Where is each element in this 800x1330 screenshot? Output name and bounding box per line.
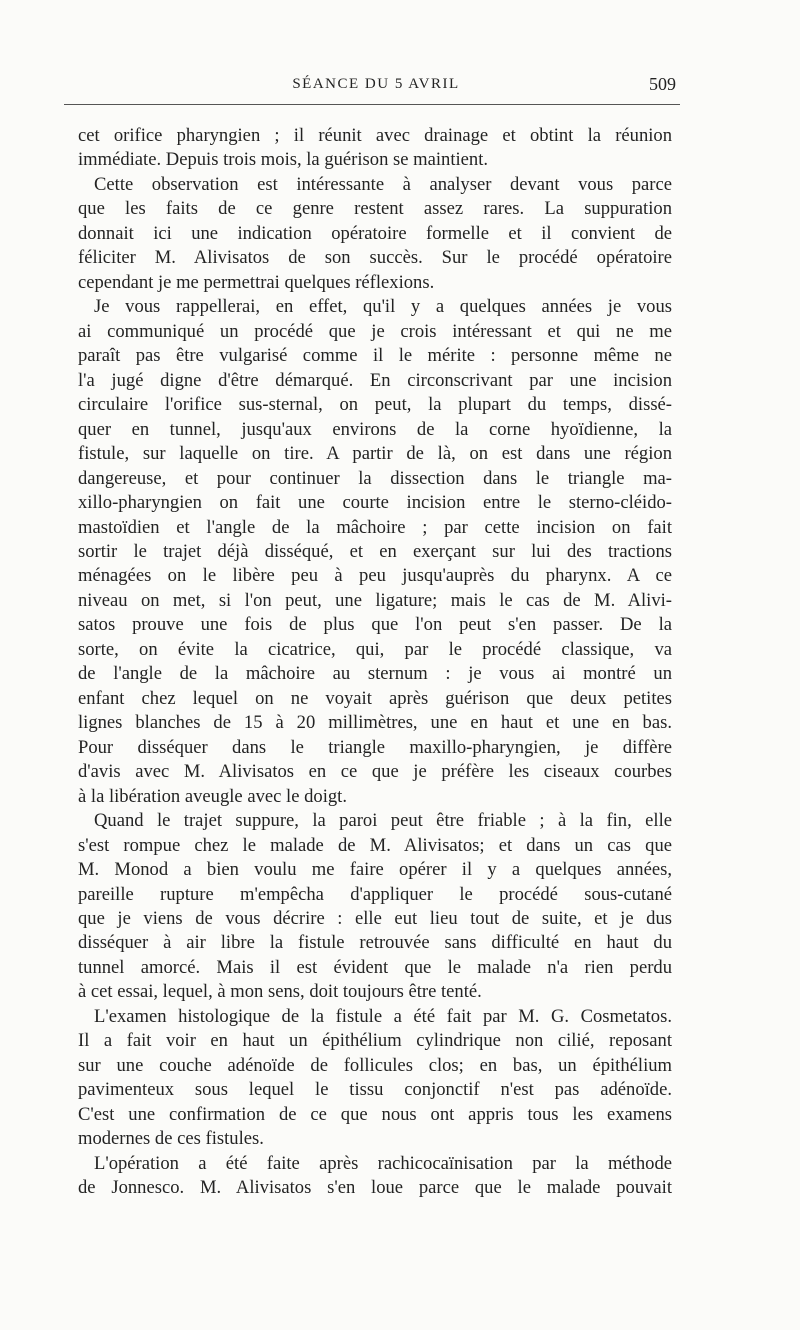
text-line: sortir le trajet déjà disséqué, et en exerçant sur lui des tractions xyxy=(78,540,672,562)
text-line: L'examen histologique de la fistule a été fait par M. G. Cosmetatos. xyxy=(94,1005,672,1027)
header-rule xyxy=(64,104,680,105)
text-line: dangereuse, et pour continuer la dissection dans le triangle ma- xyxy=(78,467,672,489)
text-line: Il a fait voir en haut un épithélium cylindrique non cilié, reposant xyxy=(78,1030,672,1052)
text-line: satos prouve une fois de plus que l'on peut s'en passer. De la xyxy=(78,614,672,636)
text-line: de l'angle de la mâchoire au sternum : je vous ai montré un xyxy=(78,663,672,685)
text-line: pavimenteux sous lequel le tissu conjonctif n'est pas adénoïde. xyxy=(78,1079,672,1101)
body-text xyxy=(78,124,672,1201)
text-line: modernes de ces fistules. xyxy=(78,1128,264,1150)
text-line: disséquer à air libre la fistule retrouvée sans difficulté en haut du xyxy=(78,932,672,954)
text-line: ménagées on le libère peu à peu jusqu'auprès du pharynx. A ce xyxy=(78,565,672,587)
text-line: cet orifice pharyngien ; il réunit avec drainage et obtint la réunion xyxy=(78,125,672,146)
text-line: Pour disséquer dans le triangle maxillo-pharyngien, je diffère xyxy=(78,736,672,758)
text-line: Cette observation est intéressante à analyser devant vous parce xyxy=(94,173,672,195)
page-header xyxy=(76,74,676,98)
text-line: donnait ici une indication opératoire formelle et il convient de xyxy=(78,222,672,244)
text-line: niveau on met, si l'on peut, une ligature; mais le cas de M. Alivi- xyxy=(78,589,672,611)
running-head: SÉANCE DU 5 AVRIL xyxy=(292,76,460,92)
text-line: lignes blanches de 15 à 20 millimètres, une en haut et une en bas. xyxy=(78,712,672,734)
text-line: pareille rupture m'empêcha d'appliquer le procédé sous-cutané xyxy=(78,883,672,905)
text-line: sorte, on évite la cicatrice, qui, par le procédé classique, va xyxy=(78,638,672,660)
text-line: sur une couche adénoïde de follicules clos; en bas, un épithélium xyxy=(78,1054,672,1076)
text-line: C'est une confirmation de ce que nous ont appris tous les examens xyxy=(78,1103,672,1125)
text-line: fistule, sur laquelle on tire. A partir de là, on est dans une région xyxy=(78,443,672,465)
text-line: de Jonnesco. M. Alivisatos s'en loue parce que le malade pouvait xyxy=(78,1177,672,1199)
text-line: à la libération aveugle avec le doigt. xyxy=(78,785,347,807)
text-line: que je viens de vous décrire : elle eut lieu tout de suite, et je dus xyxy=(78,908,672,929)
page-number: 509 xyxy=(649,74,676,94)
text-line: à cet essai, lequel, à mon sens, doit toujours être tenté. xyxy=(78,981,482,1003)
text-line: Quand le trajet suppure, la paroi peut être friable ; à la fin, elle xyxy=(94,810,672,832)
text-line: cependant je me permettrai quelques réflexions. xyxy=(78,271,435,293)
text-line: enfant chez lequel on ne voyait après guérison que deux petites xyxy=(78,687,672,709)
text-line: l'a jugé digne d'être démarqué. En circonscrivant par une incision xyxy=(78,369,672,391)
text-line: xillo-pharyngien on fait une courte incision entre le sterno-cléido- xyxy=(78,492,672,514)
text-line: mastoïdien et l'angle de la mâchoire ; par cette incision on fait xyxy=(78,516,672,538)
text-line: circulaire l'orifice sus-sternal, on peut, la plupart du temps, dissé- xyxy=(78,394,672,416)
text-line: L'opération a été faite après rachicocaïnisation par la méthode xyxy=(94,1152,672,1174)
text-line: M. Monod a bien voulu me faire opérer il y a quelques années, xyxy=(78,859,672,881)
text-line: d'avis avec M. Alivisatos en ce que je préfère les ciseaux courbes xyxy=(78,761,672,783)
text-line: s'est rompue chez le malade de M. Alivisatos; et dans un cas que xyxy=(78,834,672,856)
text-line: féliciter M. Alivisatos de son succès. Sur le procédé opératoire xyxy=(78,247,672,269)
text-line: Je vous rappellerai, en effet, qu'il y a quelques années je vous xyxy=(94,296,672,318)
text-line: que les faits de ce genre restent assez rares. La suppuration xyxy=(78,198,672,220)
text-line: ai communiqué un procédé que je crois intéressant et qui ne me xyxy=(78,320,672,342)
text-line: immédiate. Depuis trois mois, la guérison se maintient. xyxy=(78,149,489,171)
text-line: quer en tunnel, jusqu'aux environs de la corne hyoïdienne, la xyxy=(78,418,672,440)
text-line: tunnel amorcé. Mais il est évident que le malade n'a rien perdu xyxy=(78,956,672,978)
text-line: paraît pas être vulgarisé comme il le mérite : personne même ne xyxy=(78,345,672,367)
